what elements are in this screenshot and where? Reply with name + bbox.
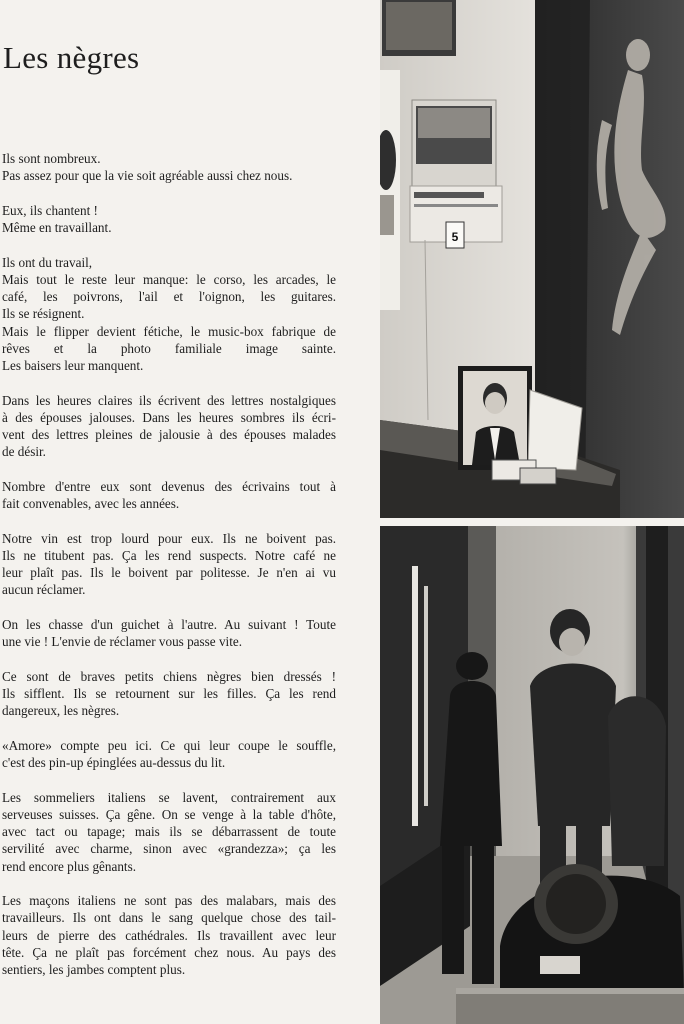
text-line: rend encore plus gênants. [2, 858, 137, 874]
text-line: café, les poivrons, l'ail et l'oignon, les guitares. [2, 289, 336, 305]
text-line: Notre vin est trop lourd pour eux. Ils ne boivent pas. [2, 530, 336, 546]
paragraph [0, 789, 344, 875]
text-line: Ils se résignent. [2, 306, 85, 322]
text-line: vent des lettres pleines de jalousie à des épouses malades [2, 426, 336, 442]
text-line: Ils sont nombreux. [2, 151, 101, 166]
horizontal-gutter [380, 518, 684, 526]
text-line: Les maçons italiens ne sont pas des malabars, mais des [2, 893, 336, 909]
paragraph [0, 892, 344, 978]
text-line: rêves et la photo familiale image sainte. [2, 340, 336, 356]
text-line: tête. Ça ne plaît pas forcément chez nous. Au pays des [2, 944, 336, 960]
text-line: aucun réclamer. [2, 582, 86, 598]
text-line: une vie ! L'envie de réclamer vous passe vite. [2, 634, 243, 650]
text-line: Mais tout le reste leur manque: le corso, les arcades, le [2, 271, 336, 287]
text-line: de désir. [2, 444, 46, 460]
framed-portrait [458, 366, 532, 470]
text-line: à des épouses jalouses. Dans les heures sombres ils écri- [2, 409, 336, 425]
paragraph [0, 478, 344, 512]
text-line: Ce sont de braves petits chiens nègres bien dressés ! [2, 668, 336, 684]
paragraph [0, 150, 344, 184]
text-line: Ils ont du travail, [2, 254, 93, 270]
photo-room-wall [380, 0, 684, 518]
text-line: leur plaît pas. Ils le boivent par politesse. Je n'en ai vu [2, 565, 336, 581]
text-line: Dans les heures claires ils écrivent des lettres nostalgiques [2, 392, 336, 408]
text-line: On les chasse d'un guichet à l'autre. Au suivant ! Toute [2, 616, 336, 632]
photo-workers-street [380, 526, 684, 1024]
paragraph [0, 202, 344, 236]
text-line: dangereux, les nègres. [2, 703, 120, 719]
text-line: leurs de pierre des cathédrales. Ils travaillent avec leur [2, 927, 336, 943]
text-line: serveuses suisses. Ça gêne. On se venge à la table d'hôte, [2, 806, 336, 822]
text-line: Les baisers leur manquent. [2, 357, 144, 373]
text-line: Eux, ils chantent ! [2, 202, 98, 218]
text-line: c'est des pin-up épinglées au-dessus du lit. [2, 755, 226, 771]
paragraph [0, 392, 344, 461]
text-line: Mais le flipper devient fétiche, le music-box fabrique de [2, 323, 336, 339]
paragraph [0, 737, 344, 771]
paragraph [0, 254, 344, 374]
text-line: «Amore» compte peu ici. Ce qui leur coupe le souffle, [2, 737, 336, 753]
text-line: Nombre d'entre eux sont devenus des écrivains tout à [2, 478, 336, 494]
text-line: avec tact ou tapage; mais ils se débarrassent de toute [2, 824, 336, 840]
paragraph [0, 668, 344, 720]
text-line: Même en travaillant. [2, 220, 112, 236]
paragraph [0, 530, 344, 599]
text-line: Ils sifflent. Ils se retournent sur les filles. Ça les rend [2, 686, 336, 701]
text-line: Les sommeliers italiens se lavent, contrairement aux [2, 789, 336, 805]
text-line: sentiers, les jambes comptent plus. [2, 961, 186, 977]
text-line: fait convenables, avec les années. [2, 496, 180, 511]
text-line: travailleurs. Ils ont dans le sang quelque chose des tail- [2, 910, 336, 926]
paragraph [0, 616, 344, 650]
calendar-day: 5 [451, 230, 459, 244]
body-text [0, 150, 344, 996]
page-title: Les nègres [3, 40, 140, 75]
text-line: Ils ne titubent pas. Ça les rend suspects. Notre café ne [2, 547, 336, 563]
text-line: Pas assez pour que la vie soit agréable aussi chez nous. [2, 168, 293, 184]
text-line: servilité avec charme, sinon avec «grandezza»; ça les [2, 841, 336, 857]
